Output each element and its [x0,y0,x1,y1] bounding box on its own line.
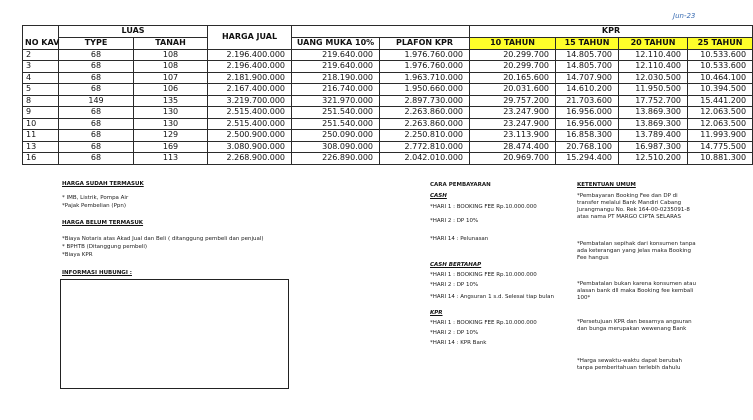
table-cell: 15.294.400 [556,153,619,165]
header-luas: LUAS [59,26,208,38]
table-cell: 12.063.500 [688,107,753,119]
table-cell: 2.515.400.000 [208,118,292,130]
table-cell: 130 [134,107,208,119]
table-cell: 2.772.810.000 [380,141,470,153]
harga-belum-title: HARGA BELUM TERMASUK [62,220,144,226]
table-cell: 14.775.500 [688,141,753,153]
table-cell: 10 [23,118,59,130]
table-cell: 68 [59,49,134,61]
table-cell: 250.090.000 [292,130,380,142]
table-cell: 21.703.600 [556,95,619,107]
table-cell: 2.167.400.000 [208,84,292,96]
table-row [23,153,753,165]
table-cell: 10.533.600 [688,61,753,73]
cash-bertahap-title: CASH BERTAHAP [430,262,482,268]
table-cell: 12.063.500 [688,118,753,130]
table-row [23,61,753,73]
kpr-title: KPR [430,310,443,316]
table-cell: 14.707.900 [556,72,619,84]
table-cell: 1.976.760.000 [380,61,470,73]
table-cell: 17.752.700 [619,95,688,107]
table-cell: 23.247.900 [470,118,556,130]
table-cell: 135 [134,95,208,107]
table-cell: 12.030.500 [619,72,688,84]
table-cell: 13.869.300 [619,118,688,130]
header-10-tahun: 10 TAHUN [470,38,556,50]
table-cell: 149 [59,95,134,107]
table-row [23,49,753,61]
table-row [23,141,753,153]
table-cell: 169 [134,141,208,153]
table-cell: 216.740.000 [292,84,380,96]
table-cell: 5 [23,84,59,96]
table-cell: 11.993.900 [688,130,753,142]
table-cell: 2.181.900.000 [208,72,292,84]
table-cell: 68 [59,61,134,73]
harga-belum-item: *Biaya KPR [62,252,93,258]
table-cell: 130 [134,118,208,130]
header-harga-jual: HARGA JUAL [208,26,292,50]
table-cell: 218.190.000 [292,72,380,84]
table-cell: 2.196.400.000 [208,61,292,73]
table-cell: 20.969.700 [470,153,556,165]
table-cell: 10.881.300 [688,153,753,165]
ketentuan-item: *Pembatalan bukan karena konsumen atau alasan bank dll maka Booking fee kembali 100* [577,281,696,301]
table-cell: 12.110.400 [619,49,688,61]
date-label: Jun-23 [673,12,696,20]
harga-termasuk-item: *Pajak Pembelian (Ppn) [62,203,127,209]
table-cell: 10.394.500 [688,84,753,96]
table-cell: 129 [134,130,208,142]
header-25-tahun: 25 TAHUN [688,38,753,50]
table-cell: 2 [23,49,59,61]
table-cell: 12.510.200 [619,153,688,165]
table-cell: 3.080.900.000 [208,141,292,153]
cara-pembayaran-title: CARA PEMBAYARAN [430,182,491,188]
table-cell: 28.474.400 [470,141,556,153]
table-cell: 23.247.900 [470,107,556,119]
table-cell: 2.515.400.000 [208,107,292,119]
kpr-item: *HARI 2 : DP 10% [430,330,479,336]
table-cell: 11 [23,130,59,142]
table-cell: 2.042.010.000 [380,153,470,165]
header-type: TYPE [59,38,134,50]
table-cell: 20.768.100 [556,141,619,153]
table-cell: 108 [134,61,208,73]
ketentuan-item: *Harga sewaktu-waktu dapat berubah tanpa pemberitahuan terlebih dahulu [577,358,683,371]
ketentuan-item: *Pembatalan sepihak dari konsumen tanpa ada keterangan yang jelas maka Booking Fee hangus [577,241,696,261]
table-row [23,118,753,130]
table-cell: 13.789.400 [619,130,688,142]
table-cell: 20.299.700 [470,61,556,73]
table-cell: 108 [134,49,208,61]
informasi-title: INFORMASI HUBUNGI : [62,270,132,276]
table-cell: 20.299.700 [470,49,556,61]
table-cell: 15.441.200 [688,95,753,107]
table-cell: 68 [59,130,134,142]
header-15-tahun: 15 TAHUN [556,38,619,50]
table-cell: 23.113.900 [470,130,556,142]
cash-bertahap-item: *HARI 14 : Angsuran 1 s.d. Selesai tiap bulan [430,294,554,300]
table-cell: 1.950.660.000 [380,84,470,96]
harga-belum-item: * BPHTB (Ditanggung pembeli) [62,244,148,250]
price-table [22,25,753,165]
table-cell: 68 [59,84,134,96]
cash-bertahap-item: *HARI 2 : DP 10% [430,282,479,288]
table-cell: 219.640.000 [292,61,380,73]
table-cell: 16.956.000 [556,107,619,119]
table-cell: 251.540.000 [292,107,380,119]
table-row [23,95,753,107]
header-tanah: TANAH [134,38,208,50]
table-cell: 12.110.400 [619,61,688,73]
table-cell: 2.268.900.000 [208,153,292,165]
table-cell: 68 [59,153,134,165]
table-cell: 68 [59,141,134,153]
table-cell: 2.263.860.000 [380,107,470,119]
table-cell: 13.869.300 [619,107,688,119]
table-cell: 14.805.700 [556,61,619,73]
table-cell: 219.640.000 [292,49,380,61]
table-cell: 14.805.700 [556,49,619,61]
kpr-item: *HARI 14 : KPR Bank [430,340,487,346]
table-cell: 251.540.000 [292,118,380,130]
harga-termasuk-item: * IMB, Listrik, Pompa Air [62,195,129,201]
table-cell: 68 [59,118,134,130]
table-row [23,84,753,96]
header-uang-muka: UANG MUKA 10% [292,38,380,50]
table-row [23,72,753,84]
table-cell: 20.165.600 [470,72,556,84]
table-cell: 113 [134,153,208,165]
header-kpr: KPR [470,26,753,38]
table-cell: 2.500.900.000 [208,130,292,142]
cash-item: *HARI 2 : DP 10% [430,218,479,224]
table-cell: 2.250.810.000 [380,130,470,142]
harga-termasuk-title: HARGA SUDAH TERMASUK [62,181,144,187]
cash-title: CASH [430,193,447,199]
header-no-kav: NO KAV [23,26,59,50]
kpr-item: *HARI 1 : BOOKING FEE Rp.10.000.000 [430,320,537,326]
ketentuan-item: *Pembayaran Booking Fee dan DP di transfer melalui Bank Mandiri Cabang Jurangmangu No. Rek 164-00-0235091-8 atas nama PT MARGO CIPTA SELARAS [577,193,690,220]
table-cell: 2.263.860.000 [380,118,470,130]
table-cell: 321.970.000 [292,95,380,107]
table-row [23,107,753,119]
ketentuan-item: *Persetujuan KPR dan besarnya angsuran dan bunga merupakan wewenang Bank [577,319,692,332]
table-cell: 10.464.100 [688,72,753,84]
table-cell: 14.610.200 [556,84,619,96]
table-cell: 9 [23,107,59,119]
table-cell: 16.956.000 [556,118,619,130]
table-cell: 1.963.710.000 [380,72,470,84]
table-cell: 2.897.730.000 [380,95,470,107]
table-cell: 107 [134,72,208,84]
table-cell: 29.757.200 [470,95,556,107]
table-cell: 226.890.000 [292,153,380,165]
table-cell: 16.858.300 [556,130,619,142]
table-cell: 10.533.600 [688,49,753,61]
cash-item: *HARI 14 : Pelunasan [430,236,489,242]
table-cell: 3 [23,61,59,73]
table-cell: 20.031.600 [470,84,556,96]
header-20-tahun: 20 TAHUN [619,38,688,50]
cash-item: *HARI 1 : BOOKING FEE Rp.10.000.000 [430,204,537,210]
table-cell: 16 [23,153,59,165]
table-cell: 11.950.500 [619,84,688,96]
table-cell: 4 [23,72,59,84]
header-plafon-kpr: PLAFON KPR [380,38,470,50]
informasi-box [60,279,289,389]
table-cell: 2.196.400.000 [208,49,292,61]
table-cell: 308.090.000 [292,141,380,153]
table-cell: 68 [59,107,134,119]
table-cell: 68 [59,72,134,84]
table-cell: 16.987.300 [619,141,688,153]
table-row [23,130,753,142]
harga-belum-item: *Biaya Notaris atas Akad Jual dan Beli ( ditanggung pembeli dan penjual) [62,236,264,242]
table-cell: 13 [23,141,59,153]
cash-bertahap-item: *HARI 1 : BOOKING FEE Rp.10.000.000 [430,272,537,278]
table-cell: 3.219.700.000 [208,95,292,107]
table-cell: 106 [134,84,208,96]
table-cell: 8 [23,95,59,107]
ketentuan-title: KETENTUAN UMUM [577,182,636,188]
table-cell: 1.976.760.000 [380,49,470,61]
